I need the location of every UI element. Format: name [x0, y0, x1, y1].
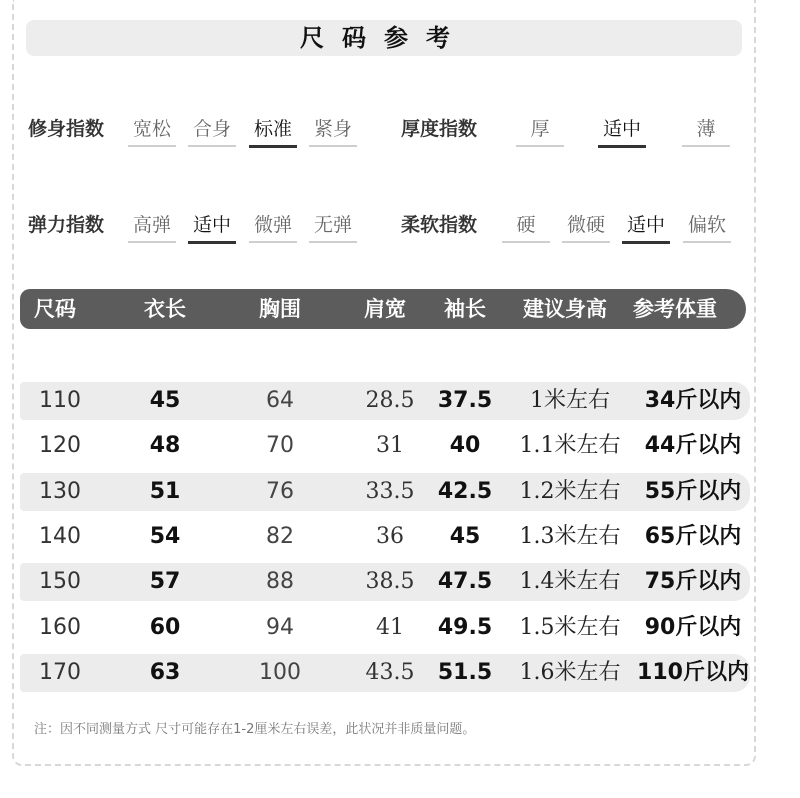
cell-chest: 76 — [266, 479, 294, 504]
cell-length: 48 — [149, 433, 181, 458]
cell-size: 160 — [39, 615, 81, 640]
title-bar — [26, 20, 742, 56]
cell-height: 1.4米左右 — [519, 569, 621, 594]
table-row — [20, 518, 750, 556]
softness-option-slightly-hard: 微硬 — [562, 210, 610, 243]
cell-length: 57 — [149, 569, 181, 594]
fit-index-label: 修身指数 — [28, 118, 105, 140]
page-title: 尺码参考 — [300, 24, 468, 52]
cell-height: 1.3米左右 — [519, 524, 621, 549]
cell-chest: 100 — [259, 660, 301, 685]
table-row — [20, 609, 750, 647]
cell-length: 45 — [149, 388, 181, 413]
cell-height: 1.5米左右 — [519, 615, 621, 640]
elasticity-index-label: 弹力指数 — [28, 214, 105, 236]
fit-option-slim: 紧身 — [309, 114, 357, 147]
cell-sleeve: 42.5 — [437, 479, 493, 504]
table-row — [20, 473, 750, 511]
fit-option-regular: 合身 — [188, 114, 236, 147]
header-length: 衣长 — [144, 297, 186, 321]
cell-weight: 55斤以内 — [644, 479, 742, 504]
table-row — [20, 427, 750, 465]
elasticity-option-none: 无弹 — [309, 210, 357, 243]
measurement-note: 注：因不同测量方式 尺寸可能存在1-2厘米左右误差，此状况并非质量问题。 — [34, 722, 476, 737]
cell-shoulder: 38.5 — [365, 569, 415, 594]
fit-option-loose: 宽松 — [128, 114, 176, 147]
cell-length: 63 — [149, 660, 181, 685]
cell-size: 150 — [39, 569, 81, 594]
cell-length: 60 — [149, 615, 181, 640]
cell-shoulder: 41 — [376, 615, 404, 640]
softness-option-hard: 硬 — [502, 210, 550, 243]
cell-chest: 82 — [266, 524, 294, 549]
cell-sleeve: 37.5 — [437, 388, 493, 413]
thickness-option-medium-selected: 适中 — [598, 114, 646, 148]
cell-sleeve: 45 — [449, 524, 481, 549]
elasticity-option-slight: 微弹 — [249, 210, 297, 243]
thickness-index-label: 厚度指数 — [401, 118, 478, 140]
cell-chest: 88 — [266, 569, 294, 594]
cell-shoulder: 33.5 — [365, 479, 415, 504]
header-sleeve: 袖长 — [444, 297, 486, 321]
table-row — [20, 382, 750, 420]
cell-weight: 75斤以内 — [644, 569, 742, 594]
cell-weight: 34斤以内 — [644, 388, 742, 413]
cell-weight: 65斤以内 — [644, 524, 742, 549]
cell-length: 54 — [149, 524, 181, 549]
header-weight: 参考体重 — [633, 297, 717, 321]
cell-weight: 44斤以内 — [644, 433, 742, 458]
header-height: 建议身高 — [523, 297, 607, 321]
header-size: 尺码 — [34, 297, 76, 321]
softness-option-medium-selected: 适中 — [622, 210, 670, 244]
thickness-option-thin: 薄 — [682, 114, 730, 147]
softness-option-soft: 偏软 — [683, 210, 731, 243]
cell-size: 170 — [39, 660, 81, 685]
cell-shoulder: 31 — [376, 433, 404, 458]
elasticity-option-medium-selected: 适中 — [188, 210, 236, 244]
cell-shoulder: 43.5 — [365, 660, 415, 685]
cell-size: 120 — [39, 433, 81, 458]
table-row — [20, 563, 750, 601]
cell-shoulder: 28.5 — [365, 388, 415, 413]
thickness-option-thick: 厚 — [516, 114, 564, 147]
table-header — [20, 289, 746, 329]
cell-size: 130 — [39, 479, 81, 504]
fit-option-standard-selected: 标准 — [249, 114, 297, 148]
cell-chest: 94 — [266, 615, 294, 640]
cell-height: 1.1米左右 — [519, 433, 621, 458]
cell-weight: 90斤以内 — [644, 615, 742, 640]
table-row — [20, 654, 750, 692]
elasticity-option-high: 高弹 — [128, 210, 176, 243]
cell-size: 110 — [39, 388, 81, 413]
cell-height: 1.6米左右 — [519, 660, 621, 685]
cell-length: 51 — [149, 479, 181, 504]
cell-sleeve: 40 — [449, 433, 481, 458]
cell-chest: 70 — [266, 433, 294, 458]
cell-sleeve: 49.5 — [437, 615, 493, 640]
cell-sleeve: 51.5 — [437, 660, 493, 685]
cell-height: 1.2米左右 — [519, 479, 621, 504]
header-chest: 胸围 — [259, 297, 301, 321]
cell-shoulder: 36 — [376, 524, 404, 549]
softness-index-label: 柔软指数 — [401, 214, 478, 236]
header-shoulder: 肩宽 — [364, 297, 406, 321]
cell-chest: 64 — [266, 388, 294, 413]
cell-sleeve: 47.5 — [437, 569, 493, 594]
cell-height: 1米左右 — [530, 388, 610, 413]
cell-weight: 110斤以内 — [637, 660, 749, 685]
cell-size: 140 — [39, 524, 81, 549]
